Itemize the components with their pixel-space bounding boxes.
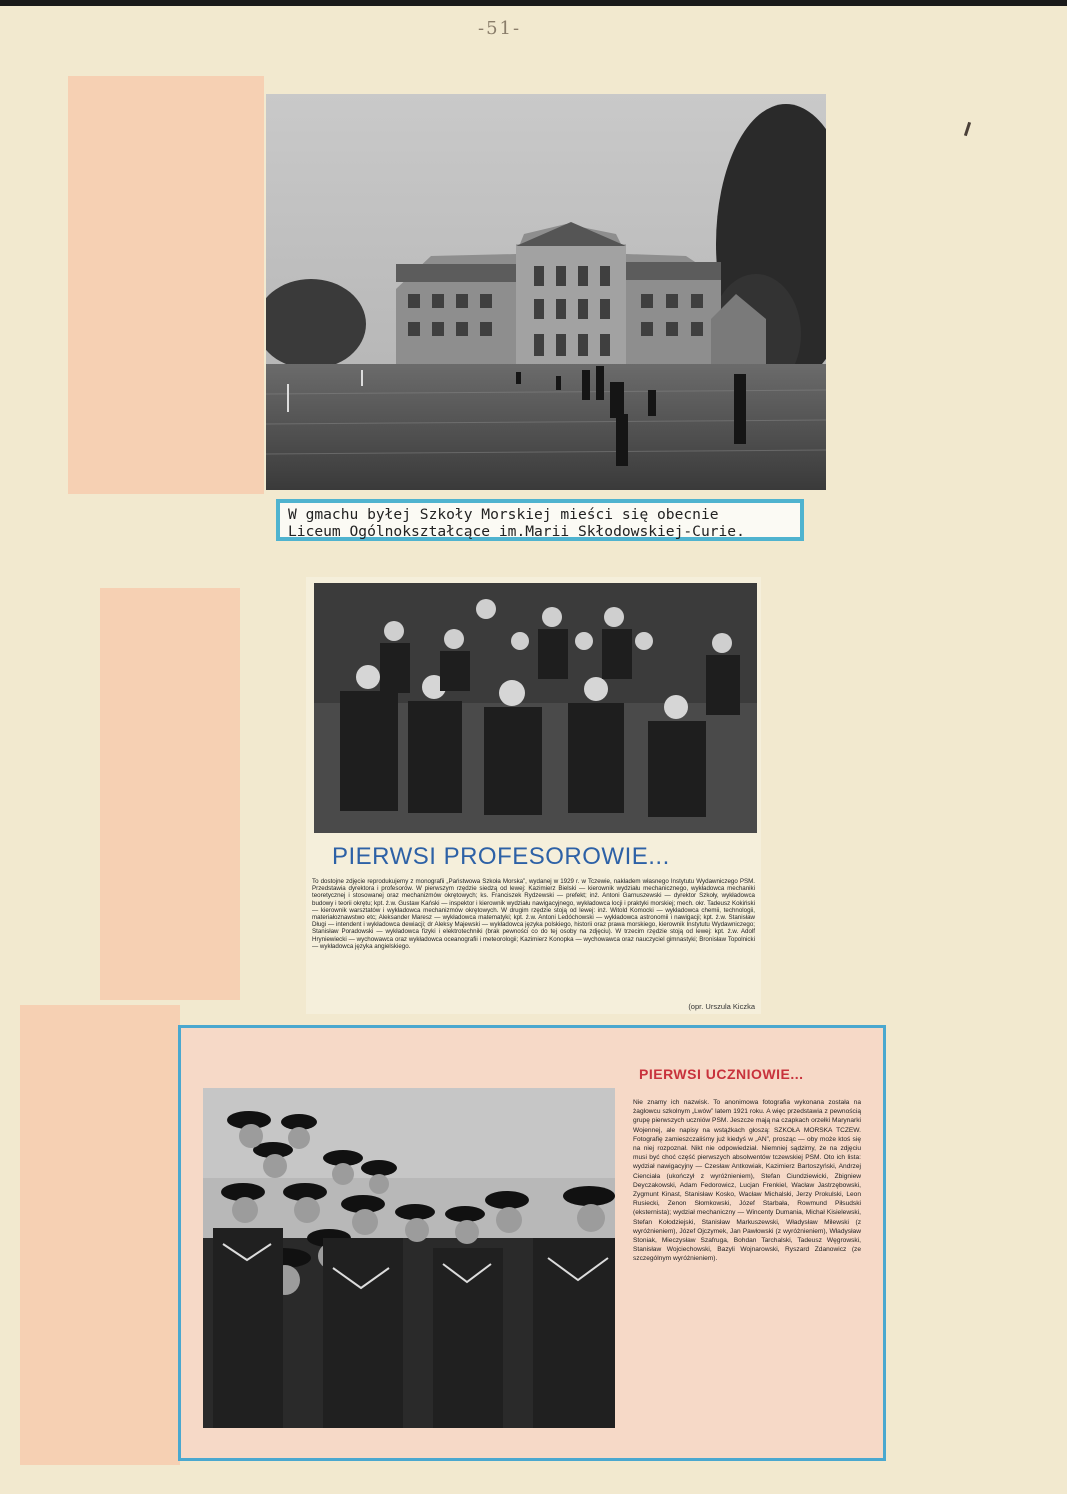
students-photo [203,1088,615,1428]
building-caption-line1: W gmachu byłej Szkoły Morskiej mieści się obecnie [288,506,719,523]
paper-stain [100,588,240,1000]
building-photo [266,94,826,490]
students-title: PIERWSI UCZNIOWIE... [639,1066,804,1082]
paper-stain [20,1005,180,1465]
page-top-edge [0,0,1067,6]
building-caption-line2: Liceum Ogólnokształcące im.Marii Skłodowskiej-Curie. [288,523,745,540]
professors-credit: (opr. Urszula Kiczka [688,1002,755,1011]
professors-title: PIERWSI PROFESOROWIE... [332,843,670,870]
professors-photo [314,583,757,833]
pen-mark [964,122,971,136]
students-text: Nie znamy ich nazwisk. To anonimowa fotografia wykonana została na żaglowcu szkolnym „Lwów” latem 1921 roku. A więc przedstawia z pewnością grupę pierwszych uczniów PSM. Jeszcze mają na czapkach orzełki Marynarki Wojennej, ale napisy na wstążkach głoszą: SZKOŁA MORSKA TCZEW. Fotografię zamieszczaliśmy już kiedyś w „AN”, prosząc — oby może ktoś się na niej rozpoznał. Nikt nie odpowiedział. Niemniej sądzimy, że na zdjęciu musi być choć część pierwszych absolwentów tczewskiej PSM. Oto ich lista: wydział nawigacyjny — Czesław Antkowiak, Kazimierz Bartoszyński, Andrzej Cienciała (ukończył z wyróżnieniem), Stefan Ciundziewicki, Zbigniew Deyczakowski, Adam Fedorowicz, Lucjan Frenkiel, Wacław Jastrzębowski, Zygmunt Kinast, Stanisław Kosko, Wacław Michalski, Jerzy Prokulski, Leon Rusiecki, Zenon Słomkowski, Józef Starbała, Rowmund Piłsudski (eksternista); wydział mechaniczny — Wincenty Dumania, Michał Kisielewski, Stefan Kołodziejski, Stanisław Markuszewski, Władysław Milewski (z wyróżnieniem), Józef Ojczymek, Jan Pawłowski (z wyróżnieniem), Władysław Stoniak, Mieczysław Szafruga, Bohdan Tarchalski, Tadeusz Węgrowski, Stanisław Wojciechowski, Bazyli Wojnarowski, Ryszard Zdanowicz (ze szczególnym wyróżnieniem). [633,1099,861,1263]
professors-clipping [306,577,761,1014]
students-clipping [178,1025,886,1461]
paper-stain [68,76,264,494]
page-number: -51- [478,18,522,39]
building-caption [276,499,804,541]
professors-text: To dostojne zdjęcie reprodukujemy z monografii „Państwowa Szkoła Morska”, wydanej w 1929 r. w Tczewie, nakładem własnego Instytutu Wydawniczego PSM. Przedstawia dyrektora i profesorów. W pierwszym rzędzie siedzą od lewej: Kazimierz Bielski — kierownik wydziału mechanicznego, wykładowca mechaniki teoretycznej i stosowanej oraz mechanizmów okrętowych; ks. Franciszek Rydzewski — prefekt; inż. Antoni Garnuszewski — dyrektor Szkoły, wykładowca budowy i teorii okrętu; kpt. ż.w. Gustaw Kański — inspektor i kierownik wydziału nawigacyjnego, wykładowca locji i praktyki morskiej; mech. okr. Tadeusz Kokiński — kierownik warsztatów i wykładowca mechanizmów okrętowych. W drugim rzędzie stoją od lewej: inż. Witold Komocki — wykładowca chemii, technologii, materiałoznawstwo etc; Aleksander Maresz — wykładowca matematyki; kpt. ż.w. Antoni Ledóchowski — wykładowca astronomii i nawigacji; kpt. ż.w. Stanisław Długi — intendent i wykładowca dewiacji; dr Aleksy Majewski — wykładowca języka polskiego, historii oraz prawa morskiego, kierownik Instytutu Wydawniczego; Stanisław Poradowski — wykładowca fizyki i elektrotechniki (brak pewności co do tej osoby na zdjęciu). W trzecim rzędzie stoją od lewej: kpt. ż.w. Adolf Hryniewiecki — wychowawca oraz wykładowca oceanografii i meteorologii; Kazimierz Konopka — wychowawca oraz nauczyciel gimnastyki; Bronisław Topolnicki — wykładowca języka angielskiego. [312,878,755,950]
